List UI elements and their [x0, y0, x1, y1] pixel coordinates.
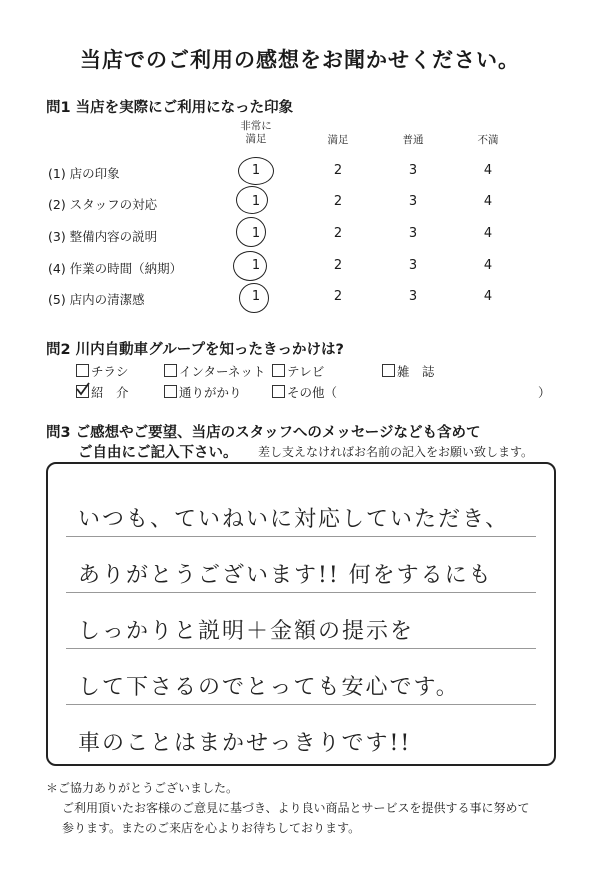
- checkbox[interactable]: [76, 364, 89, 377]
- q1-row-label: (2) スタッフの対応: [48, 197, 158, 212]
- checked-checkbox[interactable]: [76, 385, 89, 398]
- comment-box[interactable]: [46, 462, 556, 766]
- rating-option[interactable]: 3: [408, 258, 418, 273]
- rating-option[interactable]: 4: [483, 163, 493, 178]
- footer-message: ご利用頂いたお客様のご意見に基づき、より良い商品とサービスを提供する事に努めて: [62, 801, 530, 815]
- rating-option[interactable]: 4: [483, 194, 493, 209]
- option-tv[interactable]: テレビ: [272, 362, 324, 380]
- ruled-line: [66, 536, 536, 537]
- page-title: 当店でのご利用の感想をお聞かせください。: [80, 48, 520, 72]
- option-referral[interactable]: 紹 介: [76, 383, 129, 401]
- q1-heading: 問1 当店を実際にご利用になった印象: [46, 100, 294, 116]
- rating-option[interactable]: 4: [483, 258, 493, 273]
- checkbox[interactable]: [164, 385, 177, 398]
- rating-option[interactable]: 2: [333, 226, 343, 241]
- scale-header-satisfied: 満足: [327, 134, 349, 146]
- q1-row-label: (3) 整備内容の説明: [48, 229, 158, 244]
- rating-option[interactable]: 1: [251, 289, 261, 304]
- handwritten-line: して下さるのでとっても安心です。: [78, 675, 460, 700]
- checkbox[interactable]: [272, 364, 285, 377]
- selected-circle-mark: [238, 157, 274, 185]
- q3-note: 差し支えなければお名前の記入をお願い致します。: [258, 445, 534, 459]
- option-other[interactable]: その他（: [272, 383, 337, 401]
- rating-option[interactable]: 3: [408, 194, 418, 209]
- ruled-line: [66, 592, 536, 593]
- rating-option[interactable]: 2: [333, 289, 343, 304]
- handwritten-line: 車のことはまかせっきりです!!: [78, 731, 412, 756]
- handwritten-line: しっかりと説明＋金額の提示を: [78, 619, 415, 644]
- q3-heading: 問3 ご感想やご要望、当店のスタッフへのメッセージなども含めて: [46, 425, 481, 441]
- q1-row-label: (4) 作業の時間（納期）: [48, 261, 183, 276]
- q1-row-label: (1) 店の印象: [48, 166, 120, 181]
- rating-option[interactable]: 1: [251, 226, 261, 241]
- check-mark-icon: [76, 382, 90, 396]
- q2-heading: 問2 川内自動車グループを知ったきっかけは?: [46, 342, 344, 358]
- selected-circle-mark: [236, 217, 266, 247]
- rating-option[interactable]: 1: [251, 194, 261, 209]
- selected-circle-mark: [233, 251, 267, 281]
- checkbox[interactable]: [272, 385, 285, 398]
- handwritten-line: いつも、ていねいに対応していただき、: [78, 507, 510, 532]
- option-flyer[interactable]: チラシ: [76, 362, 129, 380]
- rating-option[interactable]: 2: [333, 194, 343, 209]
- q1-row-label: (5) 店内の清潔感: [48, 292, 145, 307]
- rating-option[interactable]: 3: [408, 226, 418, 241]
- footer-message-2: 参ります。またのご来店を心よりお待ちしております。: [62, 821, 361, 835]
- handwritten-line: ありがとうございます!! 何をするにも: [78, 563, 493, 588]
- rating-option[interactable]: 3: [408, 289, 418, 304]
- option-passing-by[interactable]: 通りがかり: [164, 383, 242, 401]
- checkbox[interactable]: [382, 364, 395, 377]
- rating-option[interactable]: 3: [408, 163, 418, 178]
- ruled-line: [66, 648, 536, 649]
- option-internet[interactable]: インターネット: [164, 362, 265, 380]
- rating-option[interactable]: 1: [251, 258, 261, 273]
- rating-option[interactable]: 1: [251, 163, 261, 178]
- checkbox[interactable]: [164, 364, 177, 377]
- scale-header-neutral: 普通: [402, 134, 424, 146]
- rating-option[interactable]: 4: [483, 226, 493, 241]
- selected-circle-mark: [236, 186, 268, 214]
- scale-header-very-satisfied: 非常に 満足: [240, 120, 272, 145]
- rating-option[interactable]: 2: [333, 258, 343, 273]
- rating-option[interactable]: 2: [333, 163, 343, 178]
- option-magazine[interactable]: 雑 誌: [382, 362, 435, 380]
- scale-header-dissatisfied: 不満: [477, 134, 499, 146]
- ruled-line: [66, 704, 536, 705]
- selected-circle-mark: [239, 283, 269, 313]
- option-other-close: ）: [538, 385, 551, 400]
- rating-option[interactable]: 4: [483, 289, 493, 304]
- footer-thanks: ＊ご協力ありがとうございました。: [46, 781, 239, 795]
- q3-heading-line2: ご自由にご記入下さい。: [78, 445, 238, 461]
